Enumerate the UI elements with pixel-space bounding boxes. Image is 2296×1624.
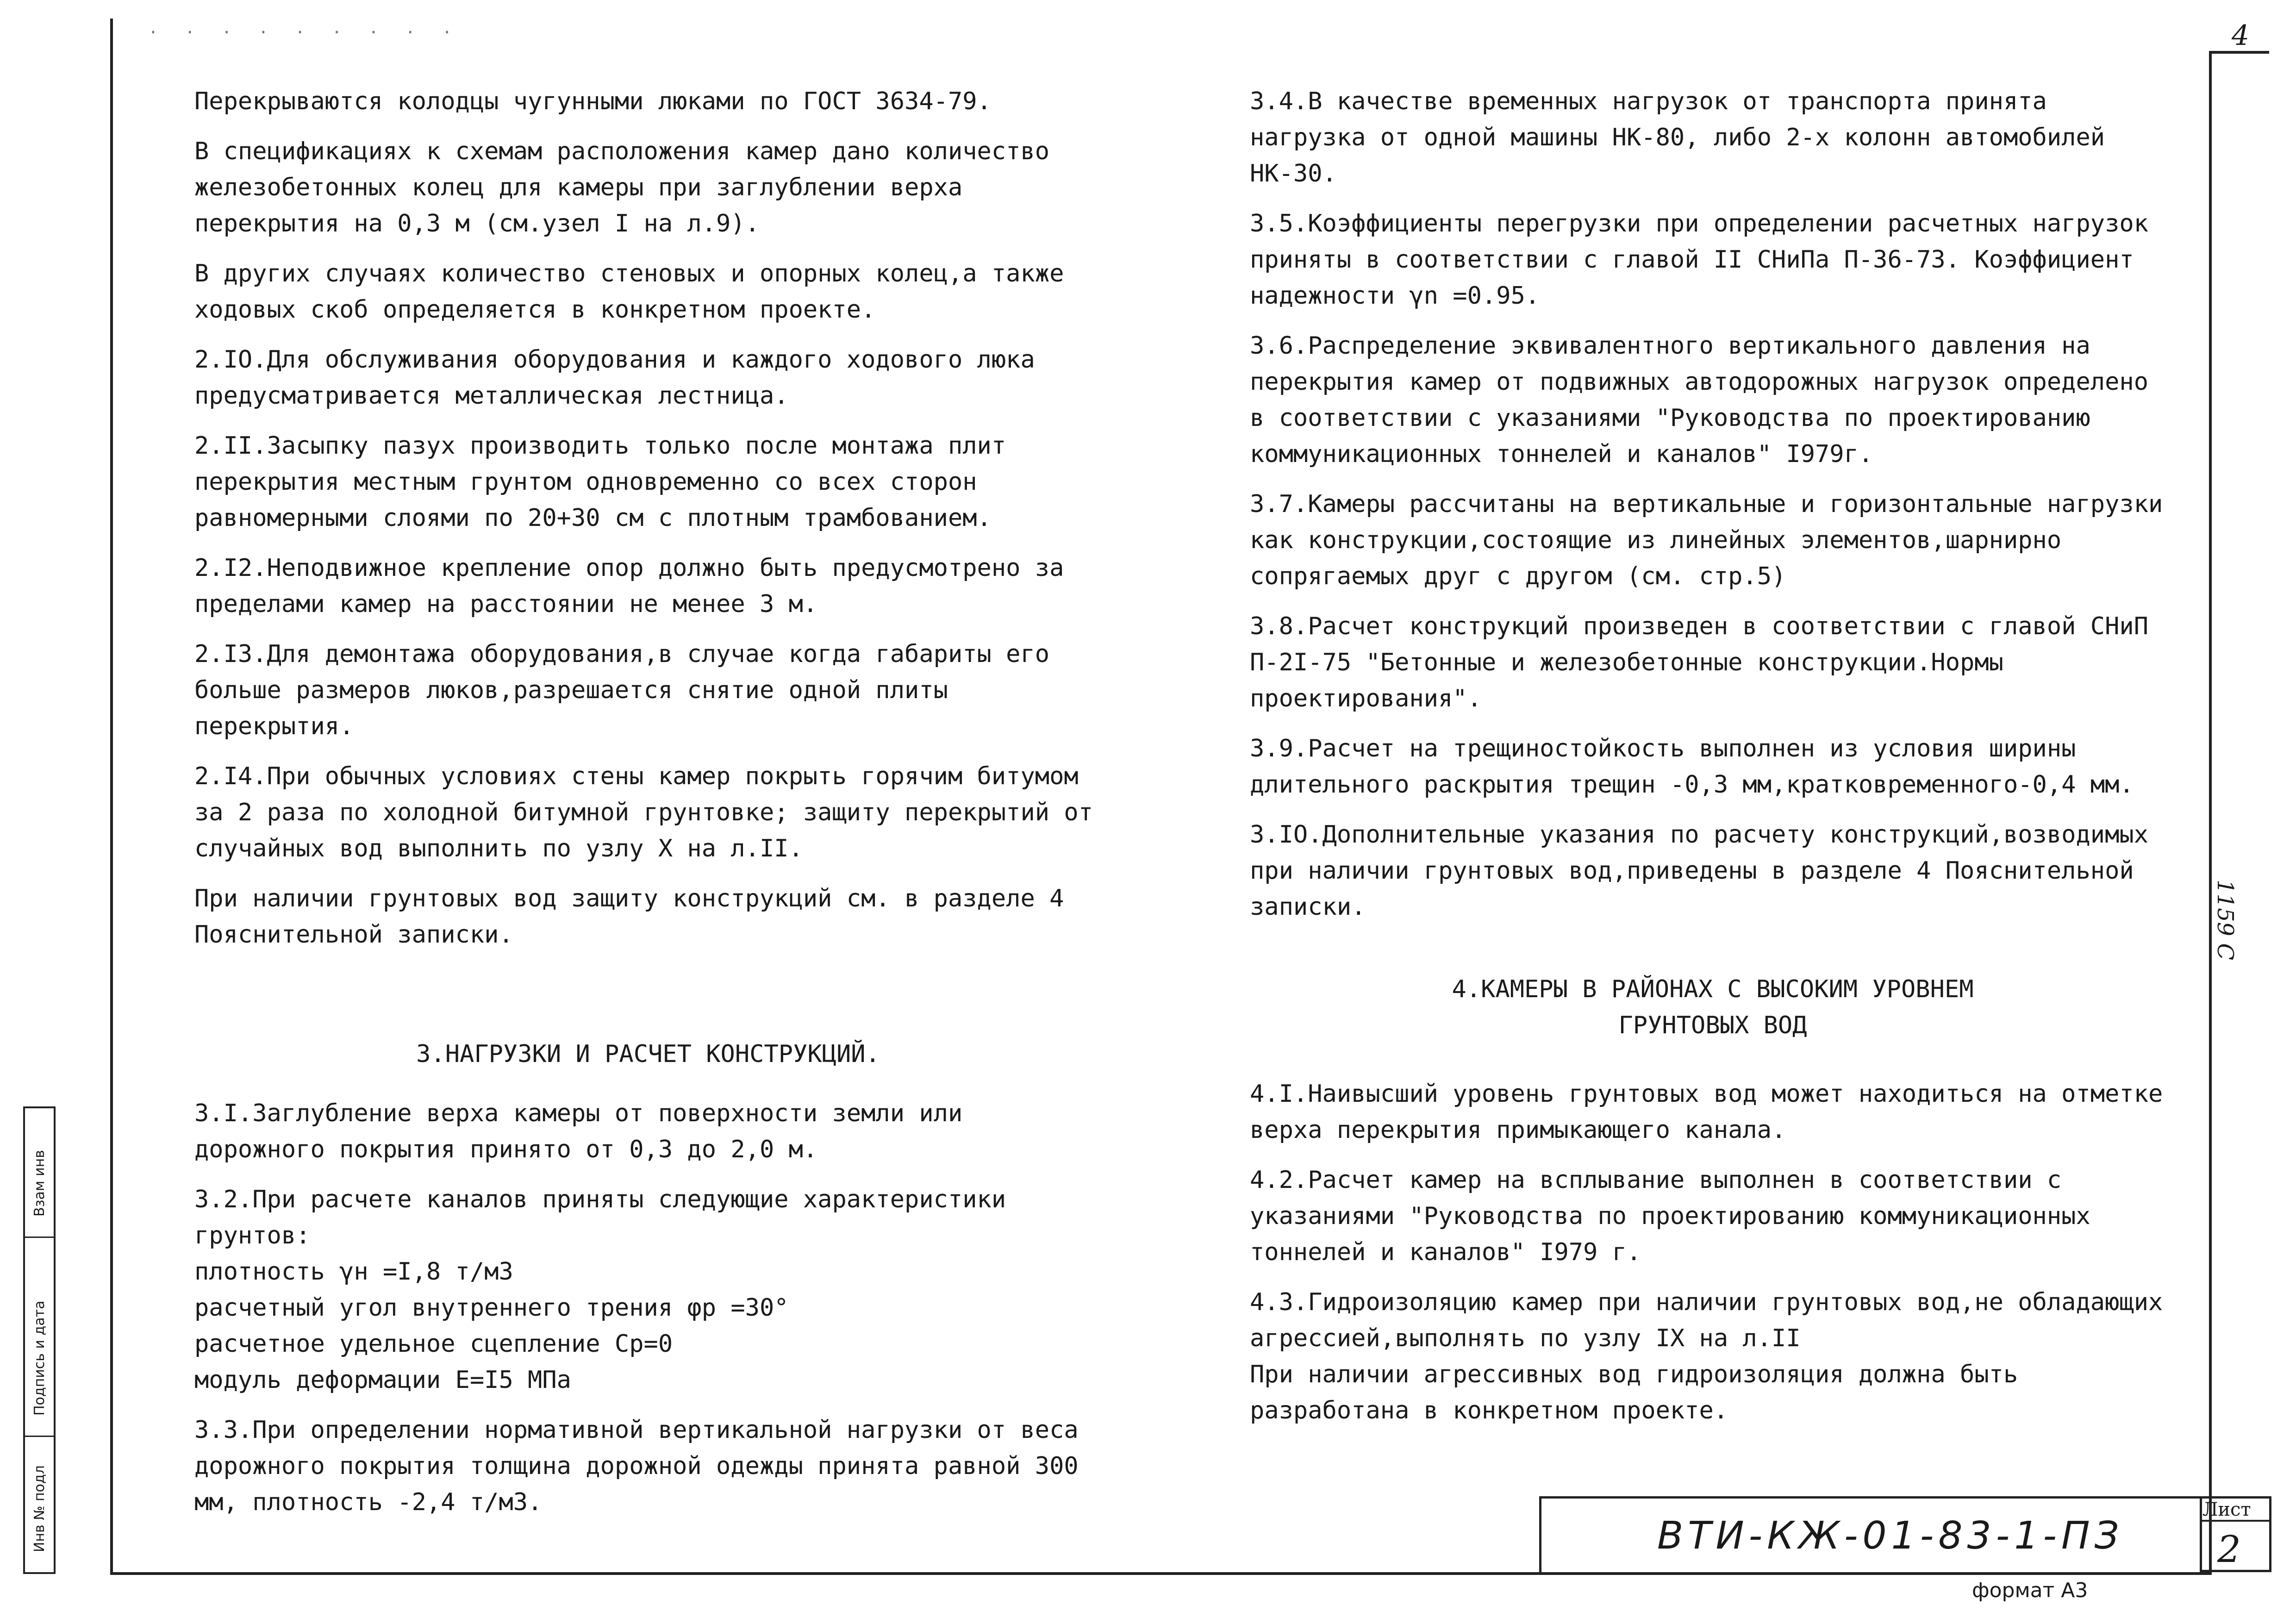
paragraph: 3.IO.Дополнительные указания по расчету конструкций,возводимых при наличии грунтовых вод,приведены в разделе 4 Пояснительной записки. — [1250, 821, 2149, 921]
paragraph: В других случаях количество стеновых и опорных колец,а также ходовых скоб определяется в конкретном проекте. — [194, 260, 1064, 324]
paragraph: 4.3.Гидроизоляцию камер при наличии грунтовых вод,не обладающих агрессией,выполнять по узлу IX на л.II При наличии агрессивных вод гидроизоляция должна быть разработана в конкретном проекте. — [1250, 1288, 2163, 1424]
frame-right-border — [2209, 51, 2212, 1575]
paragraph: 2.I3.Для демонтажа оборудования,в случае когда габариты его больше размеров люков,разрешается снятие одной плиты перекрытия. — [194, 640, 1050, 740]
paragraph: 3.3.При определении нормативной вертикальной нагрузки от веса дорожного покрытия толщина дорожной одежды принята равной 300 мм, плотность -2,4 т/м3. — [194, 1416, 1079, 1516]
paragraph: 4.I.Наивысший уровень грунтовых вод может находиться на отметке верха перекрытия примыкающего канала. — [1250, 1080, 2163, 1144]
paragraph: 2.II.Засыпку пазух производить только после монтажа плит перекрытия местным грунтом одновременно со всех сторон равномерными слоями по 20+30 см с плотным трамбованием. — [194, 432, 1006, 532]
right-column — [1250, 83, 2176, 1443]
paragraph: 3.9.Расчет на трещиностойкость выполнен из условия ширины длительного раскрытия трещин -0,3 мм,кратковременного-0,4 мм. — [1250, 735, 2134, 799]
section-heading: 3.НАГРУЗКИ И РАСЧЕТ КОНСТРУКЦИЙ. — [416, 1040, 880, 1068]
paragraph: При наличии грунтовых вод защиту конструкций см. в разделе 4 Пояснительной записки. — [194, 885, 1064, 949]
frame-bottom-border — [110, 1572, 2212, 1575]
paragraph: 2.IO.Для обслуживания оборудования и каждого ходового люка предусматривается металлическая лестница. — [194, 346, 1035, 410]
stamp-label: Инв № подл — [31, 1465, 48, 1552]
paragraph: 3.8.Расчет конструкций произведен в соответствии с главой СНиП П-2I-75 "Бетонные и железобетонные конструкции.Нормы проектирования". — [1250, 612, 2149, 712]
paragraph: 2.I4.При обычных условиях стены камер покрыть горячим битумом за 2 раза по холодной битумной грунтовке; защиту перекрытий от случайных вод выполнить по узлу X на л.II. — [194, 762, 1093, 862]
sheet-label: Лист — [2202, 1499, 2251, 1520]
frame-left-border — [110, 19, 113, 1574]
paragraph: 3.5.Коэффициенты перегрузки при определении расчетных нагрузок приняты в соответствии с главой II СНиПа П-36-73. Коэффициент надежности γn =0.95. — [1250, 210, 2149, 310]
section-heading: 4.КАМЕРЫ В РАЙОНАХ С ВЫСОКИМ УРОВНЕМ ГРУНТОВЫХ ВОД — [1452, 975, 1974, 1039]
format-label: формат А3 — [1972, 1579, 2088, 1602]
approval-stamp — [23, 1106, 56, 1574]
paragraph: 4.2.Расчет камер на всплывание выполнен в соответствии с указаниями "Руководства по проектированию коммуникационных тоннелей и каналов" I979 г. — [1250, 1166, 2090, 1266]
paragraph: 3.2.При расчете каналов приняты следующие характеристики грунтов: плотность γн =I,8 т/м3 расчетный угол внутреннего трения φр =30° расчетное удельное сцепление Ср=0 модуль деформации E=I5 МПа — [194, 1186, 1006, 1394]
sheet-number: 2 — [2217, 1528, 2241, 1571]
stamp-label: Взам инв — [31, 1150, 48, 1217]
paragraph: В спецификациях к схемам расположения камер дано количество железобетонных колец для камеры при заглублении верха перекрытия на 0,3 м (см.узел I на л.9). — [194, 137, 1050, 237]
stamp-label: Подпись и дата — [31, 1300, 48, 1416]
left-column — [194, 83, 1102, 1534]
document-code: ВТИ-КЖ-01-83-1-ПЗ — [1657, 1514, 2124, 1558]
sheet-corner-number: 4 — [2231, 19, 2250, 52]
stamp-cell-replacement — [25, 1108, 54, 1238]
stamp-cell-signature — [25, 1238, 54, 1437]
side-code: 1159 C — [2212, 880, 2238, 961]
paragraph: 3.7.Камеры рассчитаны на вертикальные и горизонтальные нагрузки как конструкции,состоящие из линейных элементов,шарнирно сопрягаемых друг с другом (см. стр.5) — [1250, 490, 2163, 590]
paragraph: 3.6.Распределение эквивалентного вертикального давления на перекрытия камер от подвижных автодорожных нагрузок определено в соответствии с указаниями "Руководства по проектированию коммуникационных тоннелей и каналов" I979г. — [1250, 332, 2149, 468]
paragraph: 2.I2.Неподвижное крепление опор должно быть предусмотрено за пределами камер на расстоянии не менее 3 м. — [194, 554, 1064, 618]
paragraph: 3.4.В качестве временных нагрузок от транспорта принята нагрузка от одной машины НК-80, либо 2-х колонн автомобилей НК-30. — [1250, 87, 2105, 187]
stamp-cell-inventory — [25, 1437, 54, 1572]
header-dots: . . . . . . . . . — [148, 19, 461, 37]
paragraph: 3.I.Заглубление верха камеры от поверхности земли или дорожного покрытия принято от 0,3 до 2,0 м. — [194, 1099, 963, 1163]
paragraph: Перекрываются колодцы чугунными люками по ГОСТ 3634-79. — [194, 87, 992, 115]
